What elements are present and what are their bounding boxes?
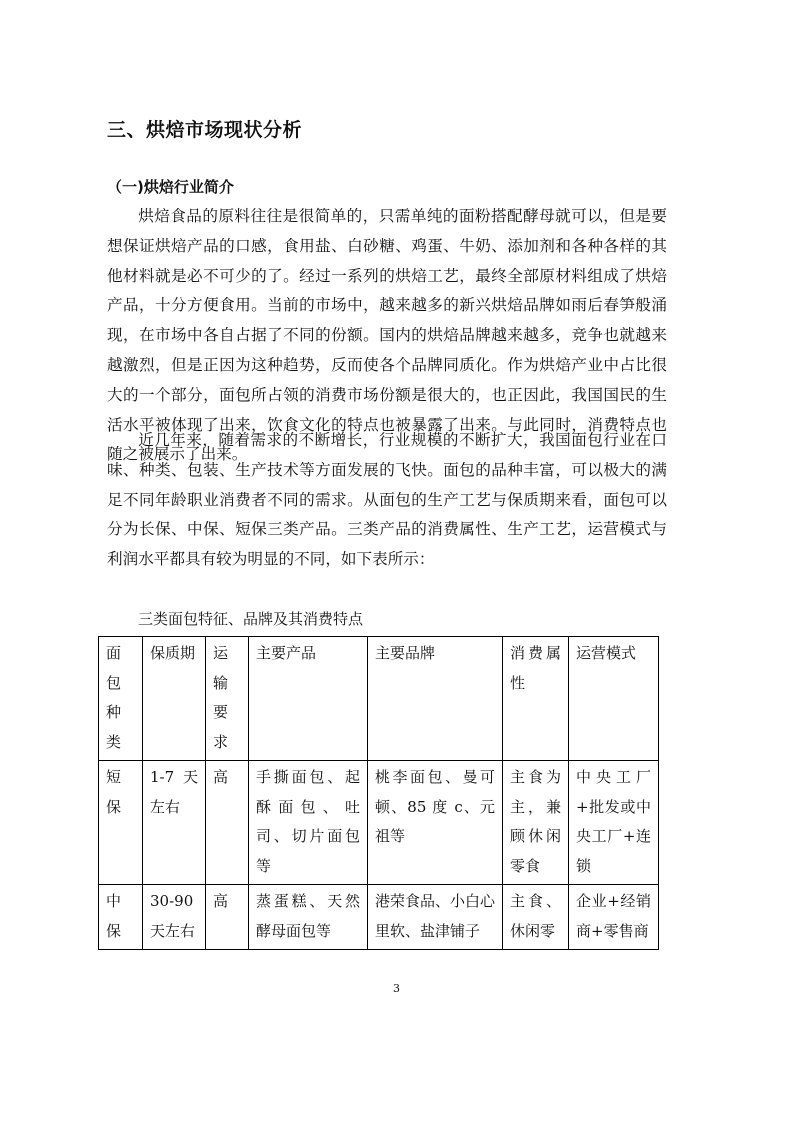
table-cell: 主食、休闲零 — [503, 885, 569, 950]
page-number: 3 — [393, 982, 400, 995]
table-cell: 手撕面包、起酥面包、吐司、切片面包等 — [249, 761, 368, 885]
table-cell: 高 — [206, 885, 249, 950]
table-cell: 中央工厂+批发或中央工厂+连锁 — [569, 761, 659, 885]
table-cell: 主食为主，兼顾休闲零食 — [503, 761, 569, 885]
table-cell: 桃李面包、曼可顿、85 度 c、元祖等 — [368, 761, 503, 885]
header-cell: 运输要求 — [206, 637, 249, 761]
table-row — [99, 885, 659, 950]
header-cell: 消费属性 — [503, 637, 569, 761]
table-cell: 企业+经销商+零售商 — [569, 885, 659, 950]
subsection-heading: （一)烘焙行业简介 — [107, 178, 234, 196]
table-cell: 1-7 天左右 — [143, 761, 206, 885]
table-caption: 三类面包特征、品牌及其消费特点 — [138, 610, 364, 628]
table-cell: 蒸蛋糕、天然酵母面包等 — [249, 885, 368, 950]
table-cell: 短保 — [99, 761, 143, 885]
table-cell: 港荣食品、小白心里软、盐津铺子 — [368, 885, 503, 950]
bread-table — [98, 636, 659, 950]
header-cell: 主要品牌 — [368, 637, 503, 761]
section-heading: 三、烘焙市场现状分析 — [107, 119, 303, 141]
table-cell: 高 — [206, 761, 249, 885]
table-row — [99, 761, 659, 885]
table-header-row — [99, 637, 659, 761]
table-cell: 中保 — [99, 885, 143, 950]
paragraph-1: 烘焙食品的原料往往是很简单的，只需单纯的面粉搭配酵母就可以，但是要想保证烘焙产品的口感，食用盐、白砂糖、鸡蛋、牛奶、添加剂和各种各样的其他材料就是必不可少的了。经过一系列的烘焙工艺，最终全部原材料组成了烘焙产品，十分方便食用。当前的市场中，越来越多的新兴烘焙品牌如雨后春笋般涌现，在市场中各自占据了不同的份额。国内的烘焙品牌越来越多，竞争也就越来越激烈，但是正因为这种趋势，反而使各个品牌同质化。作为烘焙产业中占比很大的一个部分，面包所占领的消费市场份额是很大的，也正因此，我国国民的生活水平被体现了出来，饮食文化的特点也被暴露了出来。与此同时，消费特点也随之被展示了出来。 — [107, 207, 667, 464]
header-cell: 主要产品 — [249, 637, 368, 761]
header-cell: 运营模式 — [569, 637, 659, 761]
header-cell: 面包种类 — [99, 637, 143, 761]
paragraph-2: 近几年来，随着需求的不断增长，行业规模的不断扩大，我国面包行业在口味、种类、包装、生产技术等方面发展的飞快。面包的品种丰富，可以极大的满足不同年龄职业消费者不同的需求。从面包的生产工艺与保质期来看，面包可以分为长保、中保、短保三类产品。三类产品的消费属性、生产工艺，运营模式与利润水平都具有较为明显的不同，如下表所示： — [107, 431, 667, 569]
header-cell: 保质期 — [143, 637, 206, 761]
table-cell: 30-90 天左右 — [143, 885, 206, 950]
